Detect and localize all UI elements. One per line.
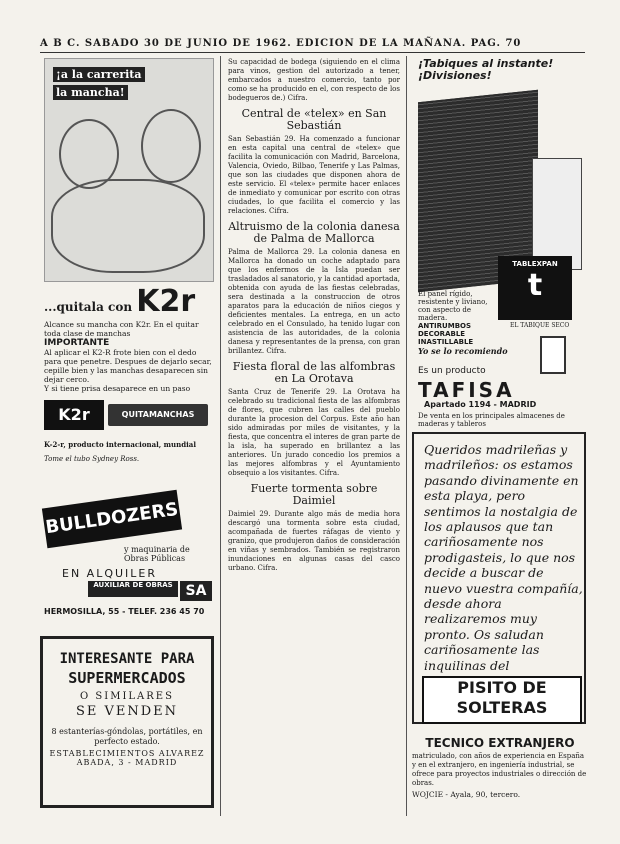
k2r-body-text xyxy=(44,320,212,393)
column-rule-left xyxy=(220,56,221,816)
tablexpan-recommend: Yo se lo recomiendo xyxy=(418,346,508,356)
mascot-icon xyxy=(540,336,566,374)
tablexpan-desc-1: El panel rígido, resistente y liviano, con aspecto de madera. xyxy=(418,290,488,322)
bulldozers-address: HERMOSILLA, 55 - TELEF. 236 45 70 xyxy=(44,607,205,616)
k2r-slogan xyxy=(44,284,212,318)
bulldozers-company: AUXILIAR DE OBRAS xyxy=(88,581,178,597)
pisito-title-1: PISITO DE xyxy=(457,678,547,697)
supermercados-advertisement xyxy=(40,636,214,808)
super-line-2: SUPERMERCADOS xyxy=(68,669,186,687)
news-body-telex: San Sebastián 29. Ha comenzado a funcionar en esta capital una central de «telex» que facilita la comunicación con Madrid, Barcelona, Valencia, Oviedo, Bilbao, Tenerife y Las Palmas, que son las ciudades que disponen ahora de este servicio. El «telex» permite hacer enlaces de inmediato y comunicar por escrito con otras ciudades, lo que facilita el comercio y las relaciones. Cifra. xyxy=(228,135,400,215)
news-headline-telex: Central de «telex» en San Sebastián xyxy=(241,107,387,132)
tecnico-title: TECNICO EXTRANJERO xyxy=(425,736,575,750)
tecnico-footer: WOJCIE - Ayala, 90, tercero. xyxy=(412,790,521,799)
k2r-tube-icon: QUITAMANCHAS xyxy=(108,404,208,426)
super-line-3: O SIMILARES xyxy=(80,691,174,702)
tablexpan-description xyxy=(418,290,498,346)
k2r-brand: K2r xyxy=(136,284,196,319)
k2r-foot-note: Tome el tubo Sydney Ross. xyxy=(44,455,140,463)
tablexpan-headline-2: ¡Divisiones! xyxy=(418,69,492,82)
pisito-title xyxy=(422,676,582,724)
tafisa-address: Apartado 1194 - MADRID xyxy=(424,400,537,409)
super-line-6: ESTABLECIMIENTOS ALVAREZ xyxy=(49,749,205,758)
news-headline-daimiel: Fuerte tormenta sobre Daimiel xyxy=(250,482,378,507)
floor-plan-icon xyxy=(532,158,582,270)
bulldozers-advertisement xyxy=(44,485,212,625)
tablexpan-logo-brand: TABLEXPAN xyxy=(512,260,558,268)
news-headline-altruismo: Altruismo de la colonia danesa de Palma de Mallorca xyxy=(228,220,400,245)
news-body-daimiel: Daimiel 29. Durante algo más de media hora descargó una tormenta sobre esta ciudad, acompañada de fuertes ráfagas de viento y granizo, que produjeron daños de consideración en viñas y sembrados. También se registraron inundaciones en algunas casas del casco urbano. Cifra. xyxy=(228,510,400,572)
super-line-1: INTERESANTE PARA xyxy=(59,651,195,667)
super-line-5: 8 estanterías-góndolas, portátiles, en perfecto estado. xyxy=(51,727,203,746)
news-body-orotava: Santa Cruz de Tenerife 29. La Orotava ha celebrado su tradicional fiesta de las alfombras de flores, que cubren las calles del pueblo durante la procesion del Corpus. Este año han sido admiradas por miles de visitantes, y la fiesta, que concentra el interes de gran parte de la isla, ha superado en brillantez a las anteriores. Un jurado concedio los premios a las mejores alfombras y el Ayuntamiento obsequio a los visitantes. Cifra. xyxy=(228,388,400,477)
news-headline-orotava: Fiesta floral de las alfombras en La Orotava xyxy=(232,360,396,385)
bulldozers-alquiler: EN ALQUILER xyxy=(62,567,158,580)
tablexpan-logo xyxy=(498,256,572,320)
k2r-importante: IMPORTANTE xyxy=(44,338,110,348)
k2r-box-icon: K2r xyxy=(44,400,104,430)
bulldozers-sa-logo: SA xyxy=(180,581,212,601)
tafisa-brand: TAFISA xyxy=(418,378,515,402)
k2r-advertisement xyxy=(44,58,212,424)
pisito-title-2: SOLTERAS xyxy=(456,698,548,717)
super-line-7: ABADA, 3 - MADRID xyxy=(76,758,178,767)
news-intro: Su capacidad de bodega (siguiendo en el clima para vinos, gestion del autorizado a tener, embarcados a nuestro comercio, tanto por como se ha producido en el, con respecto de los bodegueros de.) Cifra. xyxy=(228,58,400,102)
tablexpan-logo-caption: EL TABIQUE SECO xyxy=(510,322,570,329)
k2r-caption-line-1: ¡a la carrerita xyxy=(53,67,145,82)
pisito-advertisement xyxy=(412,432,586,724)
k2r-footer xyxy=(44,440,212,464)
bulldozers-subtitle: y maquinaria de Obras Públicas xyxy=(124,545,190,563)
k2r-illustration xyxy=(44,58,214,282)
k2r-slogan-prefix: ...quitala con xyxy=(44,300,133,314)
bulldozers-banner: BULLDOZERS xyxy=(42,490,182,549)
news-body-altruismo: Palma de Mallorca 29. La colonia danesa en Mallorca ha donado un coche adaptado para que los enfermos de la Isla puedan ser trasladados al sanatorio, y la cantidad aportada, obtenida con ayuda de las fiestas celebradas, sera destinada a la construccion de otros aparatos para la educación de niños ciegos y deficientes mentales. La entrega, en un acto celebrado en el Consulado, ha tenido lugar con asistencia de las autoridades, de la colonia danesa y representantes de la prensa, con gran brillantez. Cifra. xyxy=(228,248,400,355)
tablexpan-headline-1: ¡Tabiques al instante! xyxy=(418,57,554,70)
column-rule-right xyxy=(406,56,407,816)
k2r-body-3: Y si tiene prisa desaparece en un paso xyxy=(44,384,191,393)
k2r-body-1: Alcance su mancha con K2r. En el quitar toda clase de manchas xyxy=(44,320,199,338)
tablexpan-headline xyxy=(418,58,586,82)
tablexpan-desc-2: ANTIRUMBOS DECORABLE INASTILLABLE xyxy=(418,322,474,346)
super-line-4: SE VENDEN xyxy=(75,704,179,719)
k2r-package xyxy=(44,400,212,436)
news-column xyxy=(228,58,400,575)
tablexpan-logo-letter: t xyxy=(527,268,543,303)
page-header: A B C. SABADO 30 DE JUNIO DE 1962. EDICION DE LA MAÑANA. PAG. 70 xyxy=(40,38,585,53)
illustration-bodies-icon xyxy=(51,179,205,273)
tablexpan-advertisement xyxy=(414,58,590,458)
k2r-body-2: Al aplicar el K2-R frote bien con el dedo para que penetre. Despues de dejarlo secar, cepille bien y las manchas desaparecen sin dejar cerco. xyxy=(44,348,212,384)
tablexpan-product-of: Es un producto xyxy=(418,366,486,376)
k2r-product-line: K-2-r, producto internacional, mundial xyxy=(44,440,196,449)
tafisa-venta: De venta en los principales almacenes de maderas y tableros xyxy=(418,412,565,428)
illustration-woman-icon xyxy=(141,109,201,183)
tecnico-body: matriculado, con años de experiencia en España y en el extranjero, en ingeniería industrial, se ofrece para proyectos industriales o dirección de obras. xyxy=(412,752,587,787)
k2r-caption-line-2: la mancha! xyxy=(53,85,128,100)
pisito-handwritten-text: Queridos madrileñas y madrileños: os estamos pasando divinamente en esta playa, pero sentimos la nostalgia de los aplausos que tan cariñosamente nos prodigasteis, lo que nos decide a buscar de nuevo vuestra compañía, desde ahora realizaremos muy pronto. Os saludan cariñosamente las inquilinas del xyxy=(424,442,583,673)
tecnico-advertisement xyxy=(412,736,588,799)
